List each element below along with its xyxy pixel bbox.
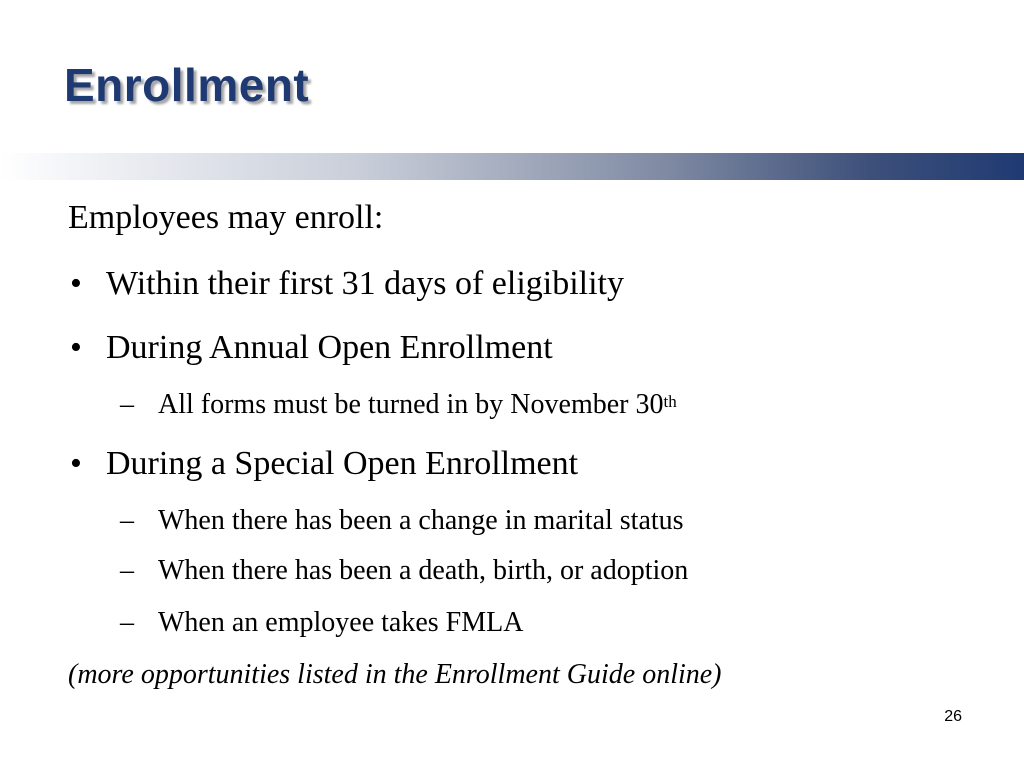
- bullet-text: During Annual Open Enrollment: [106, 329, 553, 366]
- intro-text: Employees may enroll:: [68, 199, 384, 236]
- bullet-item: [68, 444, 578, 484]
- ordinal-suffix: th: [663, 392, 677, 411]
- sub-bullet-item: [120, 504, 684, 538]
- sub-bullet-text: When there has been a death, birth, or adoption: [158, 555, 689, 586]
- dash-icon: –: [120, 389, 134, 420]
- dash-icon: –: [120, 505, 134, 536]
- bullet-text: Within their first 31 days of eligibility: [106, 265, 625, 302]
- bullet-icon: •: [70, 329, 82, 366]
- sub-bullet-text: When there has been a change in marital status: [158, 505, 684, 536]
- bullet-item: [68, 264, 624, 304]
- sub-bullet-text: All forms must be turned in by November 30: [158, 389, 664, 420]
- sub-bullet-item: [120, 554, 688, 588]
- bullet-item: [68, 328, 553, 368]
- sub-bullet-item: [120, 388, 677, 422]
- dash-icon: –: [120, 555, 134, 586]
- bullet-icon: •: [70, 265, 82, 302]
- sub-bullet-item: [120, 606, 523, 640]
- dash-icon: –: [120, 607, 134, 638]
- sub-bullet-text: When an employee takes FMLA: [158, 607, 524, 638]
- bullet-icon: •: [70, 445, 82, 482]
- slide-title: Enrollment: [64, 59, 310, 111]
- bullet-text: During a Special Open Enrollment: [106, 445, 579, 482]
- footnote: (more opportunities listed in the Enrollment Guide online): [68, 659, 722, 690]
- title-gradient-rule: [0, 153, 1024, 180]
- page-number: 26: [944, 708, 962, 725]
